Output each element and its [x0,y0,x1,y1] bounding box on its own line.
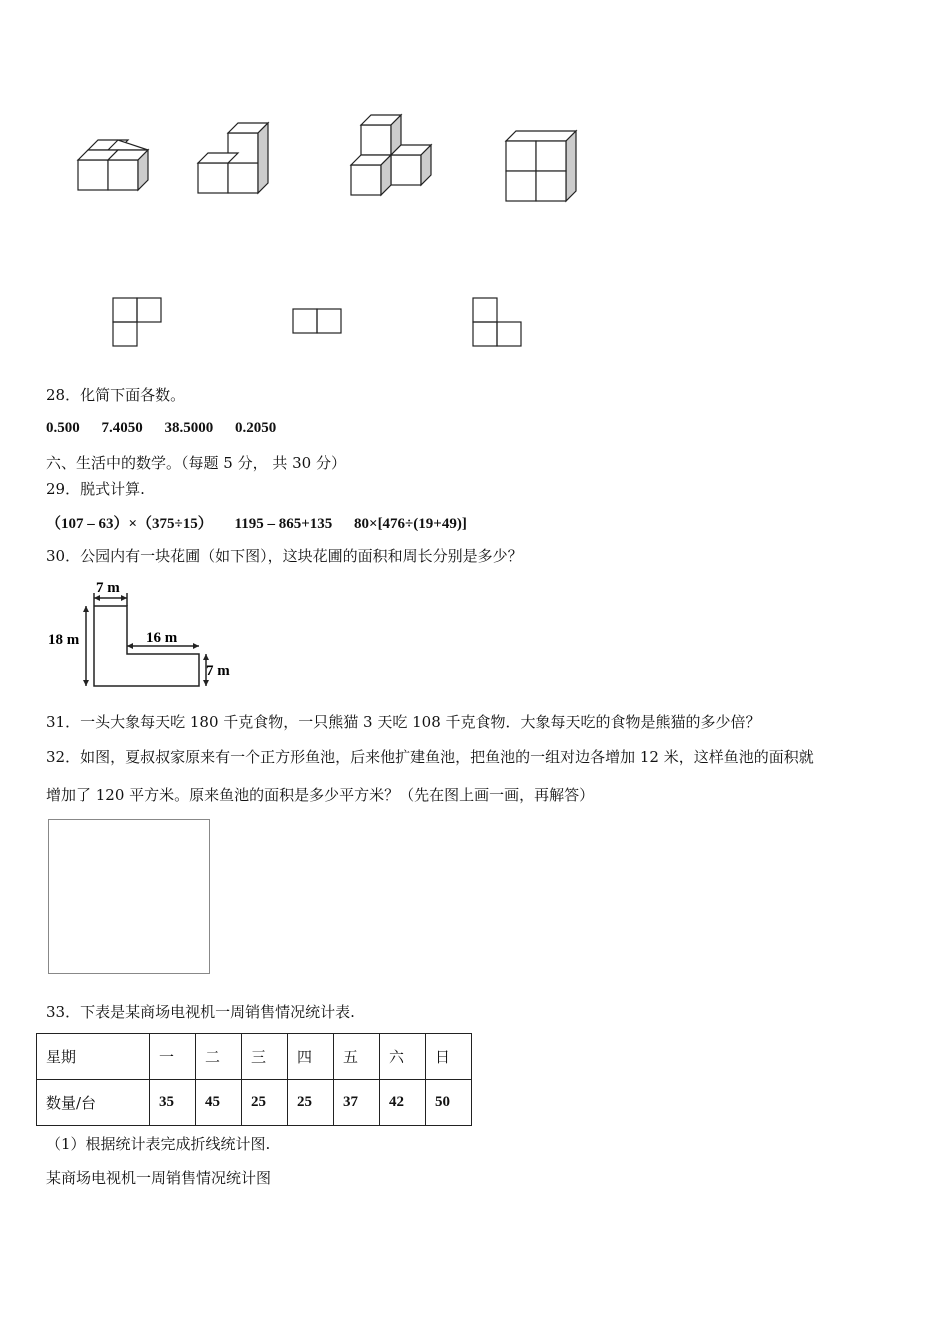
label-right: 7 m [206,663,230,679]
q28-number: 0.2050 [235,420,277,436]
cube-figure-4 [500,125,590,210]
label-middle: 16 m [146,630,178,646]
q29-expression: 1195 – 865+135 [234,516,333,532]
table-cell: 日 [426,1034,472,1080]
table-cell: 二 [196,1034,242,1080]
table-header-cell: 星期 [37,1034,150,1080]
label-top: 7 m [96,580,120,596]
label-left: 18 m [48,632,80,648]
q28-number: 38.5000 [164,420,214,436]
q29-expression: （107 – 63）×（375÷15） [46,516,213,532]
table-cell: 一 [150,1034,196,1080]
q28-numbers [46,420,276,437]
table-header-cell: 数量/台 [37,1080,150,1126]
q32-line1: 32．如图，夏叔叔家原来有一个正方形鱼池，后来他扩建鱼池，把鱼池的一组对边各增加 12 米，这样鱼池的面积就 [46,748,814,766]
q28-number: 7.4050 [101,420,143,436]
table-row [37,1080,472,1126]
section-6-title: 六、生活中的数学。（每题 5 分， 共 30 分） [46,454,346,472]
chart-title: 某商场电视机一周销售情况统计图 [46,1169,272,1187]
q29-title: 29．脱式计算. [46,480,145,498]
table-cell: 三 [242,1034,288,1080]
table-cell: 四 [288,1034,334,1080]
q29-expression: 80×[476÷(19+49)] [354,516,467,532]
table-cell: 50 [426,1080,472,1126]
q33-sub1: （1）根据统计表完成折线统计图. [46,1135,271,1153]
square-pond [48,819,210,974]
q29-expressions [46,512,485,533]
view-figure-1 [110,295,170,350]
cube-figure-3 [345,110,445,205]
table-cell: 25 [288,1080,334,1126]
sales-table [36,1033,472,1126]
table-cell: 六 [380,1034,426,1080]
table-cell: 五 [334,1034,380,1080]
q33-title: 33．下表是某商场电视机一周销售情况统计表. [46,1003,355,1021]
flowerbed-diagram [44,578,244,693]
table-cell: 42 [380,1080,426,1126]
cube-figure-2 [190,115,280,205]
table-cell: 37 [334,1080,380,1126]
table-row [37,1034,472,1080]
table-cell: 25 [242,1080,288,1126]
q28-number: 0.500 [46,420,80,436]
q32-line2: 增加了 120 平方米。原来鱼池的面积是多少平方米？（先在图上画一画，再解答） [46,786,595,804]
table-cell: 35 [150,1080,196,1126]
q28-title: 28．化简下面各数。 [46,386,186,404]
table-cell: 45 [196,1080,242,1126]
cube-figure-1 [70,130,160,200]
q30-title: 30．公园内有一块花圃（如下图），这块花圃的面积和周长分别是多少？ [46,547,523,565]
view-figure-3 [470,295,530,350]
q31-title: 31．一头大象每天吃 180 千克食物，一只熊猫 3 天吃 108 千克食物．大象每天吃的食物是熊猫的多少倍？ [46,713,761,731]
view-figure-2 [290,306,350,338]
